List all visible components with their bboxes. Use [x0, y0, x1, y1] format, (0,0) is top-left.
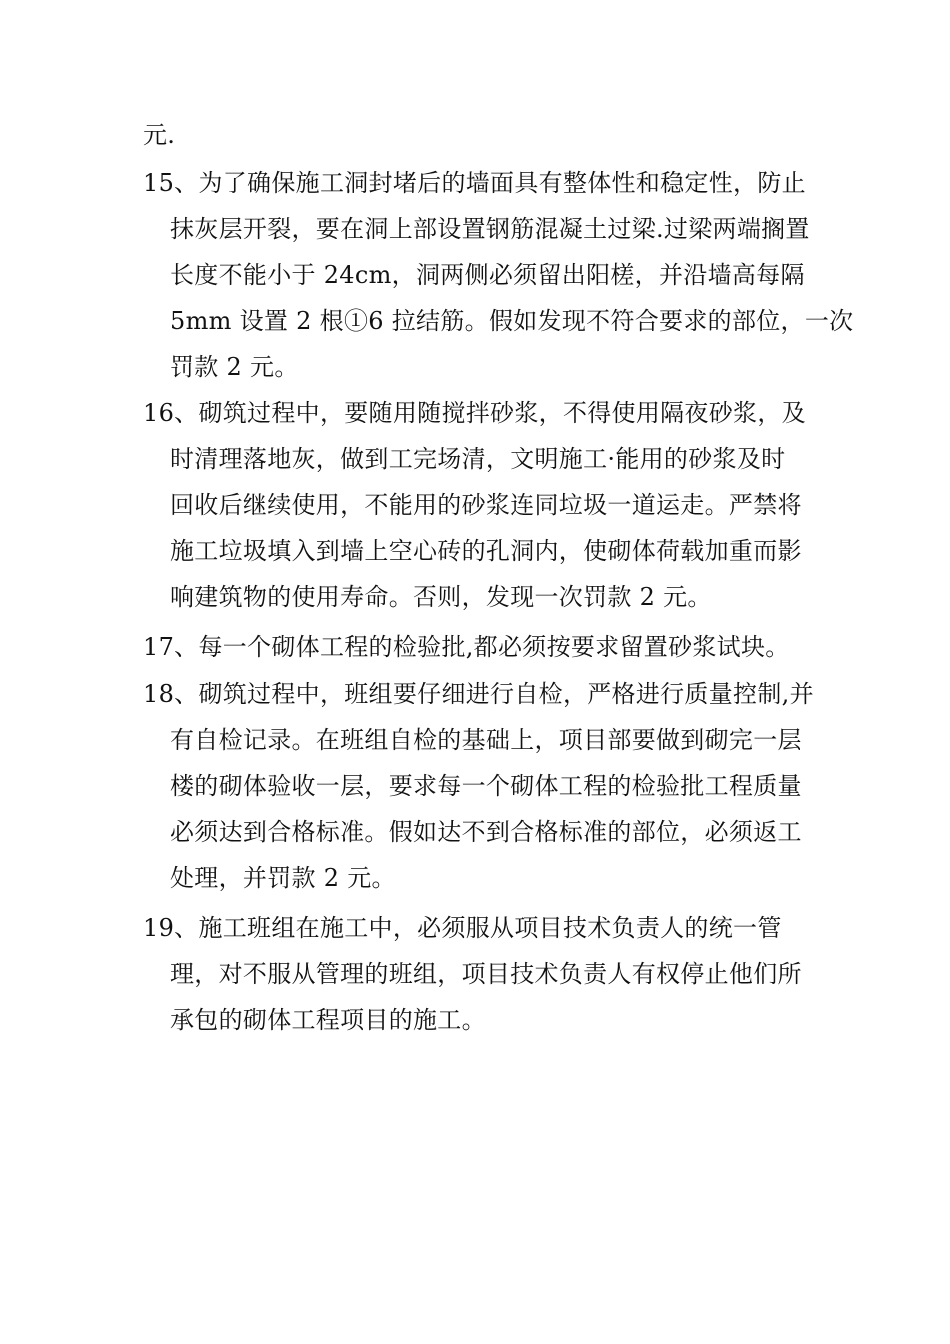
- item-15-line: 15、为了确保施工洞封堵后的墙面具有整体性和稳定性，防止: [143, 169, 806, 197]
- item-19-line: 承包的砌体工程项目的施工。: [170, 1006, 486, 1034]
- item-18-line: 有自检记录。在班组自检的基础上，项目部要做到砌完一层: [170, 726, 802, 754]
- item-18-line: 处理，并罚款 2 元。: [170, 864, 396, 892]
- item-17-line: 17、每一个砌体工程的检验批,都必须按要求留置砂浆试块。: [143, 633, 790, 661]
- item-16-line: 响建筑物的使用寿命。否则，发现一次罚款 2 元。: [170, 583, 712, 611]
- item-15-line: 抹灰层开裂，要在洞上部设置钢筋混凝土过梁.过梁两端搁置: [170, 215, 810, 243]
- item-16-line: 回收后继续使用，不能用的砂浆连同垃圾一道运走。严禁将: [170, 491, 802, 519]
- item-15-line: 罚款 2 元。: [170, 353, 299, 381]
- item-18-line: 18、砌筑过程中，班组要仔细进行自检，严格进行质量控制,并: [143, 680, 814, 708]
- item-19-line: 理，对不服从管理的班组，项目技术负责人有权停止他们所: [170, 960, 802, 988]
- item-16-line: 16、砌筑过程中，要随用随搅拌砂浆，不得使用隔夜砂浆，及: [143, 399, 806, 427]
- text-line: 元.: [143, 121, 176, 149]
- item-15-line: 长度不能小于 24cm，洞两侧必须留出阳槎，并沿墙高每隔: [170, 261, 805, 289]
- item-16-line: 时清理落地灰，做到工完场清，文明施工·能用的砂浆及时: [170, 445, 786, 473]
- item-15-line: 5mm 设置 2 根①6 拉结筋。假如发现不符合要求的部位，一次: [170, 307, 854, 335]
- item-16-line: 施工垃圾填入到墙上空心砖的孔洞内，使砌体荷载加重而影: [170, 537, 802, 565]
- item-18-line: 必须达到合格标准。假如达不到合格标准的部位，必须返工: [170, 818, 802, 846]
- item-19-line: 19、施工班组在施工中，必须服从项目技术负责人的统一管: [143, 914, 782, 942]
- item-18-line: 楼的砌体验收一层，要求每一个砌体工程的检验批工程质量: [170, 772, 802, 800]
